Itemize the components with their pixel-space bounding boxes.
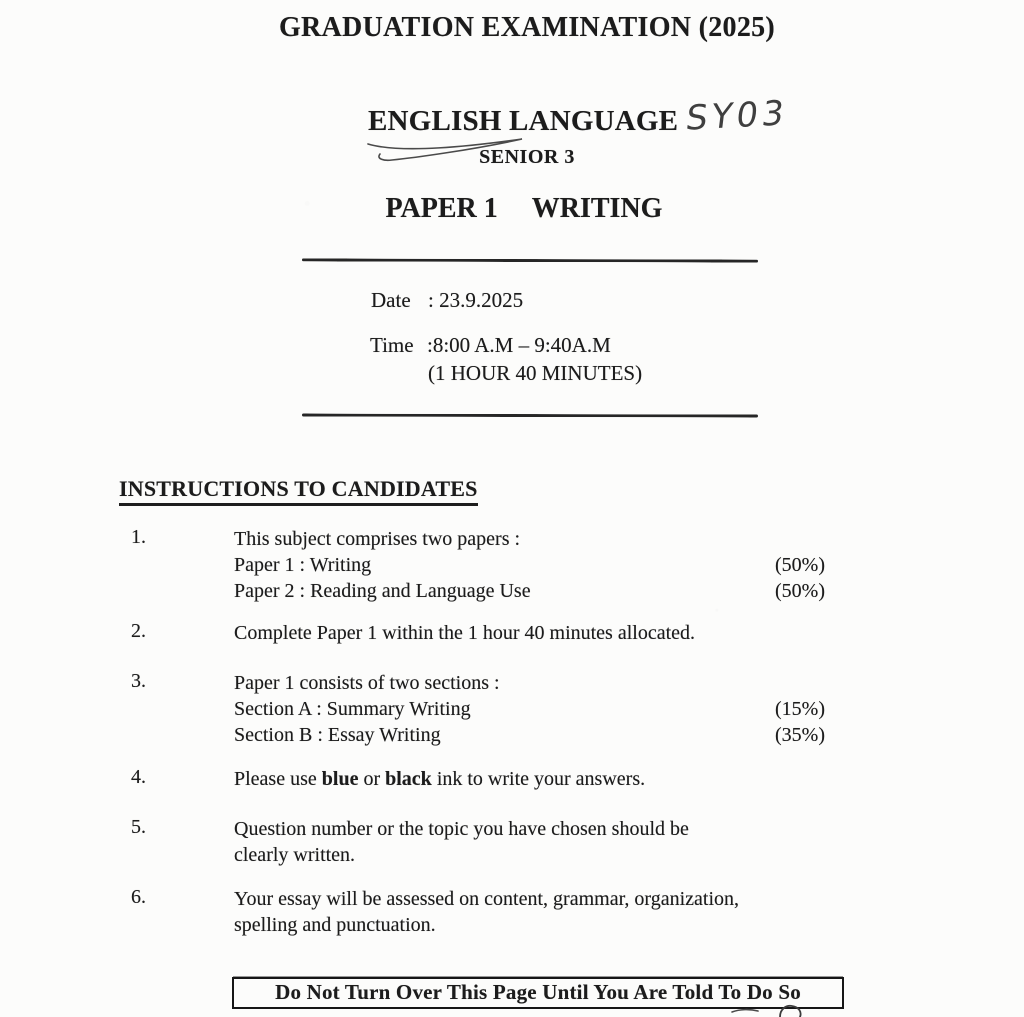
date-value: : 23.9.2025 [428, 288, 524, 312]
instruction-line: Paper 1 : Writing (50%) [234, 554, 825, 576]
instruction-line: Complete Paper 1 within the 1 hour 40 minutes allocated. [234, 622, 696, 644]
instruction-line: spelling and punctuation. [234, 914, 436, 936]
weight-value: (15%) [775, 698, 825, 720]
schedule-divider-top [302, 258, 758, 262]
grade-level: SENIOR 3 [479, 146, 575, 168]
do-not-turn-over-notice: Do Not Turn Over This Page Until You Are Told To Do So [275, 980, 801, 1004]
instruction-line: Please use blue or black ink to write your answers. [234, 768, 646, 790]
instruction-line: Section B : Essay Writing (35%) [234, 724, 825, 746]
instruction-line: Question number or the topic you have chosen should be [234, 818, 689, 840]
paper-title [0, 193, 1024, 225]
date-label: Date [371, 288, 411, 312]
item-number: 6. [131, 886, 146, 908]
subject-title: ENGLISH LANGUAGE [368, 105, 679, 137]
emphasized-word: blue [321, 768, 359, 790]
item-number: 3. [131, 670, 146, 692]
emphasized-word: black [385, 768, 432, 790]
paper-name: WRITING [531, 193, 663, 224]
duration-value: (1 HOUR 40 MINUTES) [428, 361, 643, 385]
time-value: :8:00 A.M – 9:40A.M [427, 333, 611, 357]
item-number: 1. [131, 526, 146, 548]
item-number: 4. [131, 766, 146, 788]
item-number: 2. [131, 620, 146, 642]
instructions-heading: INSTRUCTIONS TO CANDIDATES [119, 476, 478, 506]
handwritten-bottom-marks [718, 1001, 818, 1017]
instruction-line: Section A : Summary Writing (15%) [234, 698, 825, 720]
page-title: GRADUATION EXAMINATION (2025) [278, 12, 776, 43]
weight-value: (35%) [775, 724, 825, 746]
schedule-divider-bottom [302, 414, 758, 418]
instruction-line: clearly written. [234, 844, 356, 866]
instruction-line: Paper 1 consists of two sections : [234, 672, 500, 694]
instruction-line: Your essay will be assessed on content, grammar, organization, [234, 888, 740, 910]
instruction-line: This subject comprises two papers : [234, 528, 521, 550]
instruction-line: Paper 2 : Reading and Language Use (50%) [234, 580, 825, 602]
weight-value: (50%) [775, 554, 825, 576]
time-label: Time [370, 333, 414, 357]
item-number: 5. [131, 816, 146, 838]
paper-label: PAPER 1 [385, 193, 498, 224]
handwritten-subject-code: SY03 [683, 93, 791, 139]
weight-value: (50%) [775, 580, 825, 602]
